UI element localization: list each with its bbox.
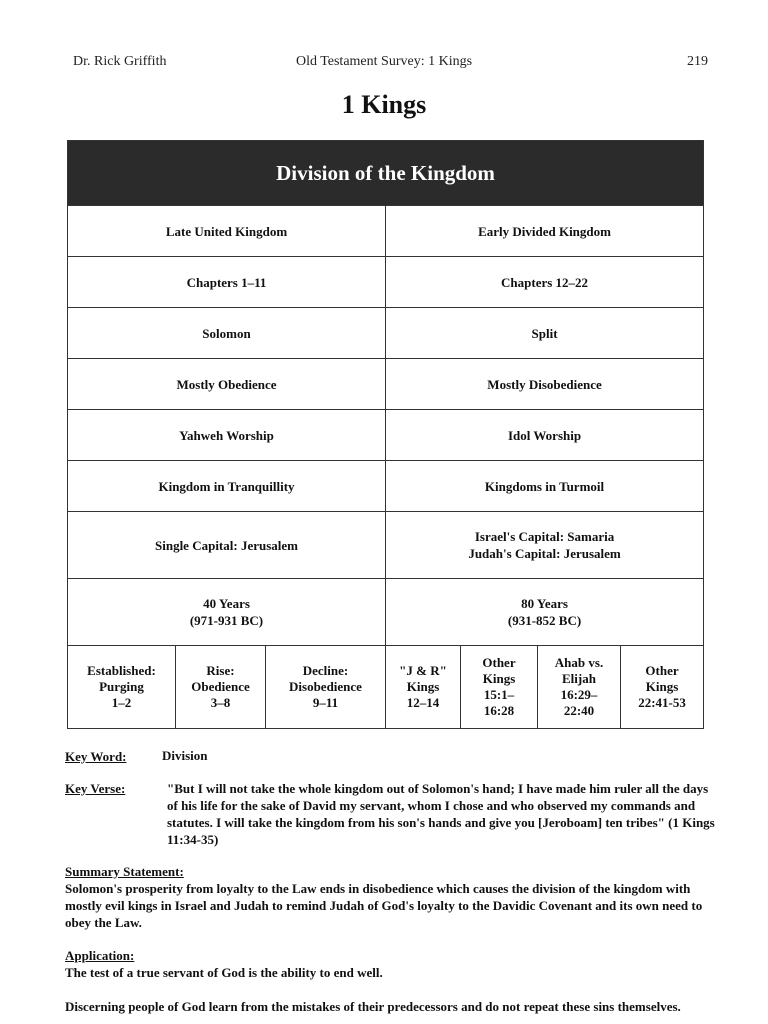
application-line-2: Discerning people of God learn from the mistakes of their predecessors and do not repeat these sins themselves. — [65, 999, 681, 1014]
subdivision-cell: "J & R" Kings 12–14 — [386, 646, 461, 729]
header-course: Old Testament Survey: 1 Kings — [295, 54, 473, 69]
subdivision-cell: Established: Purging 1–2 — [68, 646, 176, 729]
table-cell: 40 Years (971-931 BC) — [68, 579, 386, 646]
key-verse-text: "But I will not take the whole kingdom out of Solomon's hand; I have made him ruler all the days of his life for the sake of David my servant, whom I chose and who observed my commands and statutes. I will take the kingdom from his son's hands and give you [Jeroboam] ten tribes" (1 Kings 11:34-35) — [167, 781, 715, 847]
subdivision-cell: Other Kings 15:1– 16:28 — [461, 646, 538, 729]
table-banner: Division of the Kingdom — [68, 141, 704, 206]
page-title: 1 Kings — [341, 90, 427, 119]
table-cell: Single Capital: Jerusalem — [68, 512, 386, 579]
table-cell: Mostly Disobedience — [386, 359, 704, 410]
summary-text: Solomon's prosperity from loyalty to the Law ends in disobedience which causes the division of the kingdom with mostly evil kings in Israel and Judah to remind Judah of God's loyalty to the Davidic Covenant and its own need to obey the Law. — [65, 881, 703, 930]
application-label: Application: — [65, 948, 135, 963]
table-cell: Solomon — [68, 308, 386, 359]
table-cell: 80 Years (931-852 BC) — [386, 579, 704, 646]
table-cell: Chapters 12–22 — [386, 257, 704, 308]
subdivision-cell: Rise: Obedience 3–8 — [176, 646, 266, 729]
subdivision-cell: Decline: Disobedience 9–11 — [266, 646, 386, 729]
division-table — [67, 140, 704, 729]
table-cell: Split — [386, 308, 704, 359]
table-cell: Kingdoms in Turmoil — [386, 461, 704, 512]
table-cell: Israel's Capital: Samaria Judah's Capital: Jerusalem — [386, 512, 704, 579]
application-line-1: The test of a true servant of God is the ability to end well. — [65, 965, 383, 980]
key-verse-label: Key Verse: — [65, 781, 126, 796]
table-cell: Late United Kingdom — [68, 206, 386, 257]
summary-label: Summary Statement: — [65, 864, 184, 879]
table-cell: Yahweh Worship — [68, 410, 386, 461]
header-author: Dr. Rick Griffith — [73, 54, 167, 69]
subdivision-cell: Other Kings 22:41-53 — [621, 646, 704, 729]
key-word-label: Key Word: — [65, 749, 127, 764]
table-cell: Kingdom in Tranquillity — [68, 461, 386, 512]
table-cell: Chapters 1–11 — [68, 257, 386, 308]
table-cell: Early Divided Kingdom — [386, 206, 704, 257]
page-number: 219 — [687, 54, 708, 69]
subdivision-cell: Ahab vs. Elijah 16:29– 22:40 — [538, 646, 621, 729]
table-cell: Idol Worship — [386, 410, 704, 461]
table-cell: Mostly Obedience — [68, 359, 386, 410]
key-word-value: Division — [162, 748, 208, 763]
